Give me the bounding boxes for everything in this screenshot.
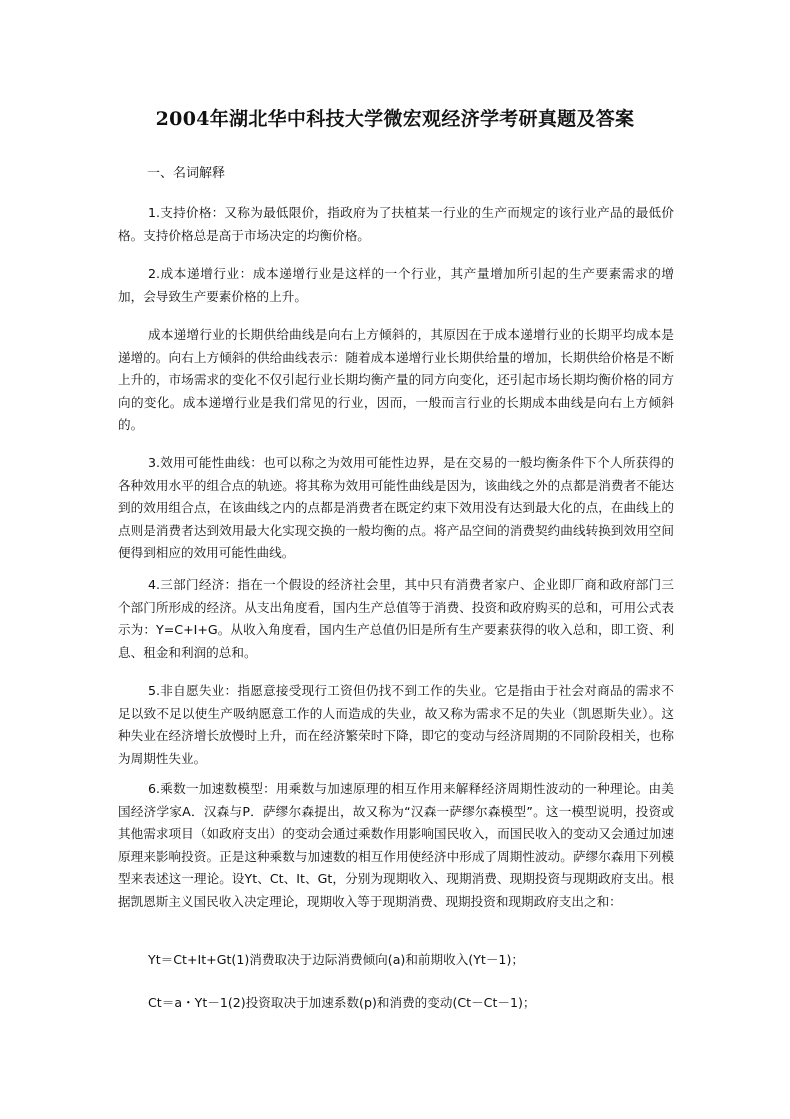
formula-income: Yt＝Ct+It+Gt(1)消费取决于边际消费倾向(a)和前期收入(Yt－1)； — [148, 952, 524, 967]
paragraph-increasing-cost-industry: 2.成本递增行业：成本递增行业是这样的一个行业，其产量增加所引起的生产要素需求的增加，会导致生产要素价格的上升。 — [118, 266, 674, 304]
section-heading: 一、名词解释 — [147, 166, 226, 181]
paragraph-utility-possibility-curve: 3.效用可能性曲线：也可以称之为效用可能性边界，是在交易的一般均衡条件下个人所获得的各种效用水平的组合点的轨迹。将其称为效用可能性曲线是因为，该曲线之外的点都是消费者不能达到的效用组合点，在该曲线之内的点都是消费者在既定约束下效用没有达到最大化的点，在曲线上的点则是消费者达到效用最大化实现交换的一般均衡的点。将产品空间的消费契约曲线转换到效用空间便得到相应的效用可能性曲线。 — [118, 455, 674, 560]
paragraph-multiplier-accelerator-model: 6.乘数一加速数模型：用乘数与加速原理的相互作用来解释经济周期性波动的一种理论。由美国经济学家A．汉森与P．萨缪尔森提出，故又称为“汉森一萨缪尔森模型”。这一模型说明，投资或其他需求项目（如政府支出）的变动会通过乘数作用影响国民收入，而国民收入的变动又会通过加速原理来影响投资。正是这种乘数与加速数的相互作用使经济中形成了周期性波动。萨缪尔森用下列模型来表述这一理论。设Yt、Ct、It、Gt，分别为现期收入、现期消费、现期投资与现期政府支出。根据凯恩斯主义国民收入决定理论，现期收入等于现期消费、现期投资和现期政府支出之和： — [118, 781, 674, 909]
paragraph-involuntary-unemployment: 5.非自愿失业：指愿意接受现行工资但仍找不到工作的失业。它是指由于社会对商品的需求不足以致不足以使生产吸纳愿意工作的人而造成的失业，故又称为需求不足的失业（凯恩斯失业）。这种失业在经济增长放慢时上升，而在经济繁荣时下降，即它的变动与经济周期的不同阶段相关，也称为周期性失业。 — [118, 683, 674, 766]
paragraph-three-sector-economy: 4.三部门经济：指在一个假设的经济社会里，其中只有消费者家户、企业即厂商和政府部门三个部门所形成的经济。从支出角度看，国内生产总值等于消费、投资和政府购买的总和，可用公式表示为：Y=C+I+G。从收入角度看，国内生产总值仍旧是所有生产要素获得的收入总和，即工资、利息、租金和利润的总和。 — [118, 577, 674, 660]
paragraph-long-run-supply-curve: 成本递增行业的长期供给曲线是向右上方倾斜的，其原因在于成本递增行业的长期平均成本是递增的。向右上方倾斜的供给曲线表示：随着成本递增行业长期供给量的增加，长期供给价格是不断上升的，市场需求的变化不仅引起行业长期均衡产量的同方向变化，还引起市场长期均衡价格的同方向的变化。成本递增行业是我们常见的行业，因而，一般而言行业的长期成本曲线是向右上方倾斜的。 — [118, 327, 674, 432]
paragraph-support-price: 1.支持价格：又称为最低限价，指政府为了扶植某一行业的生产而规定的该行业产品的最低价格。支持价格总是高于市场决定的均衡价格。 — [118, 205, 674, 243]
formula-consumption: Ct＝a・Yt－1(2)投资取决于加速系数(p)和消费的变动(Ct－Ct－1)； — [148, 995, 536, 1010]
page-title: 2004年湖北华中科技大学微宏观经济学考研真题及答案 — [155, 108, 635, 130]
